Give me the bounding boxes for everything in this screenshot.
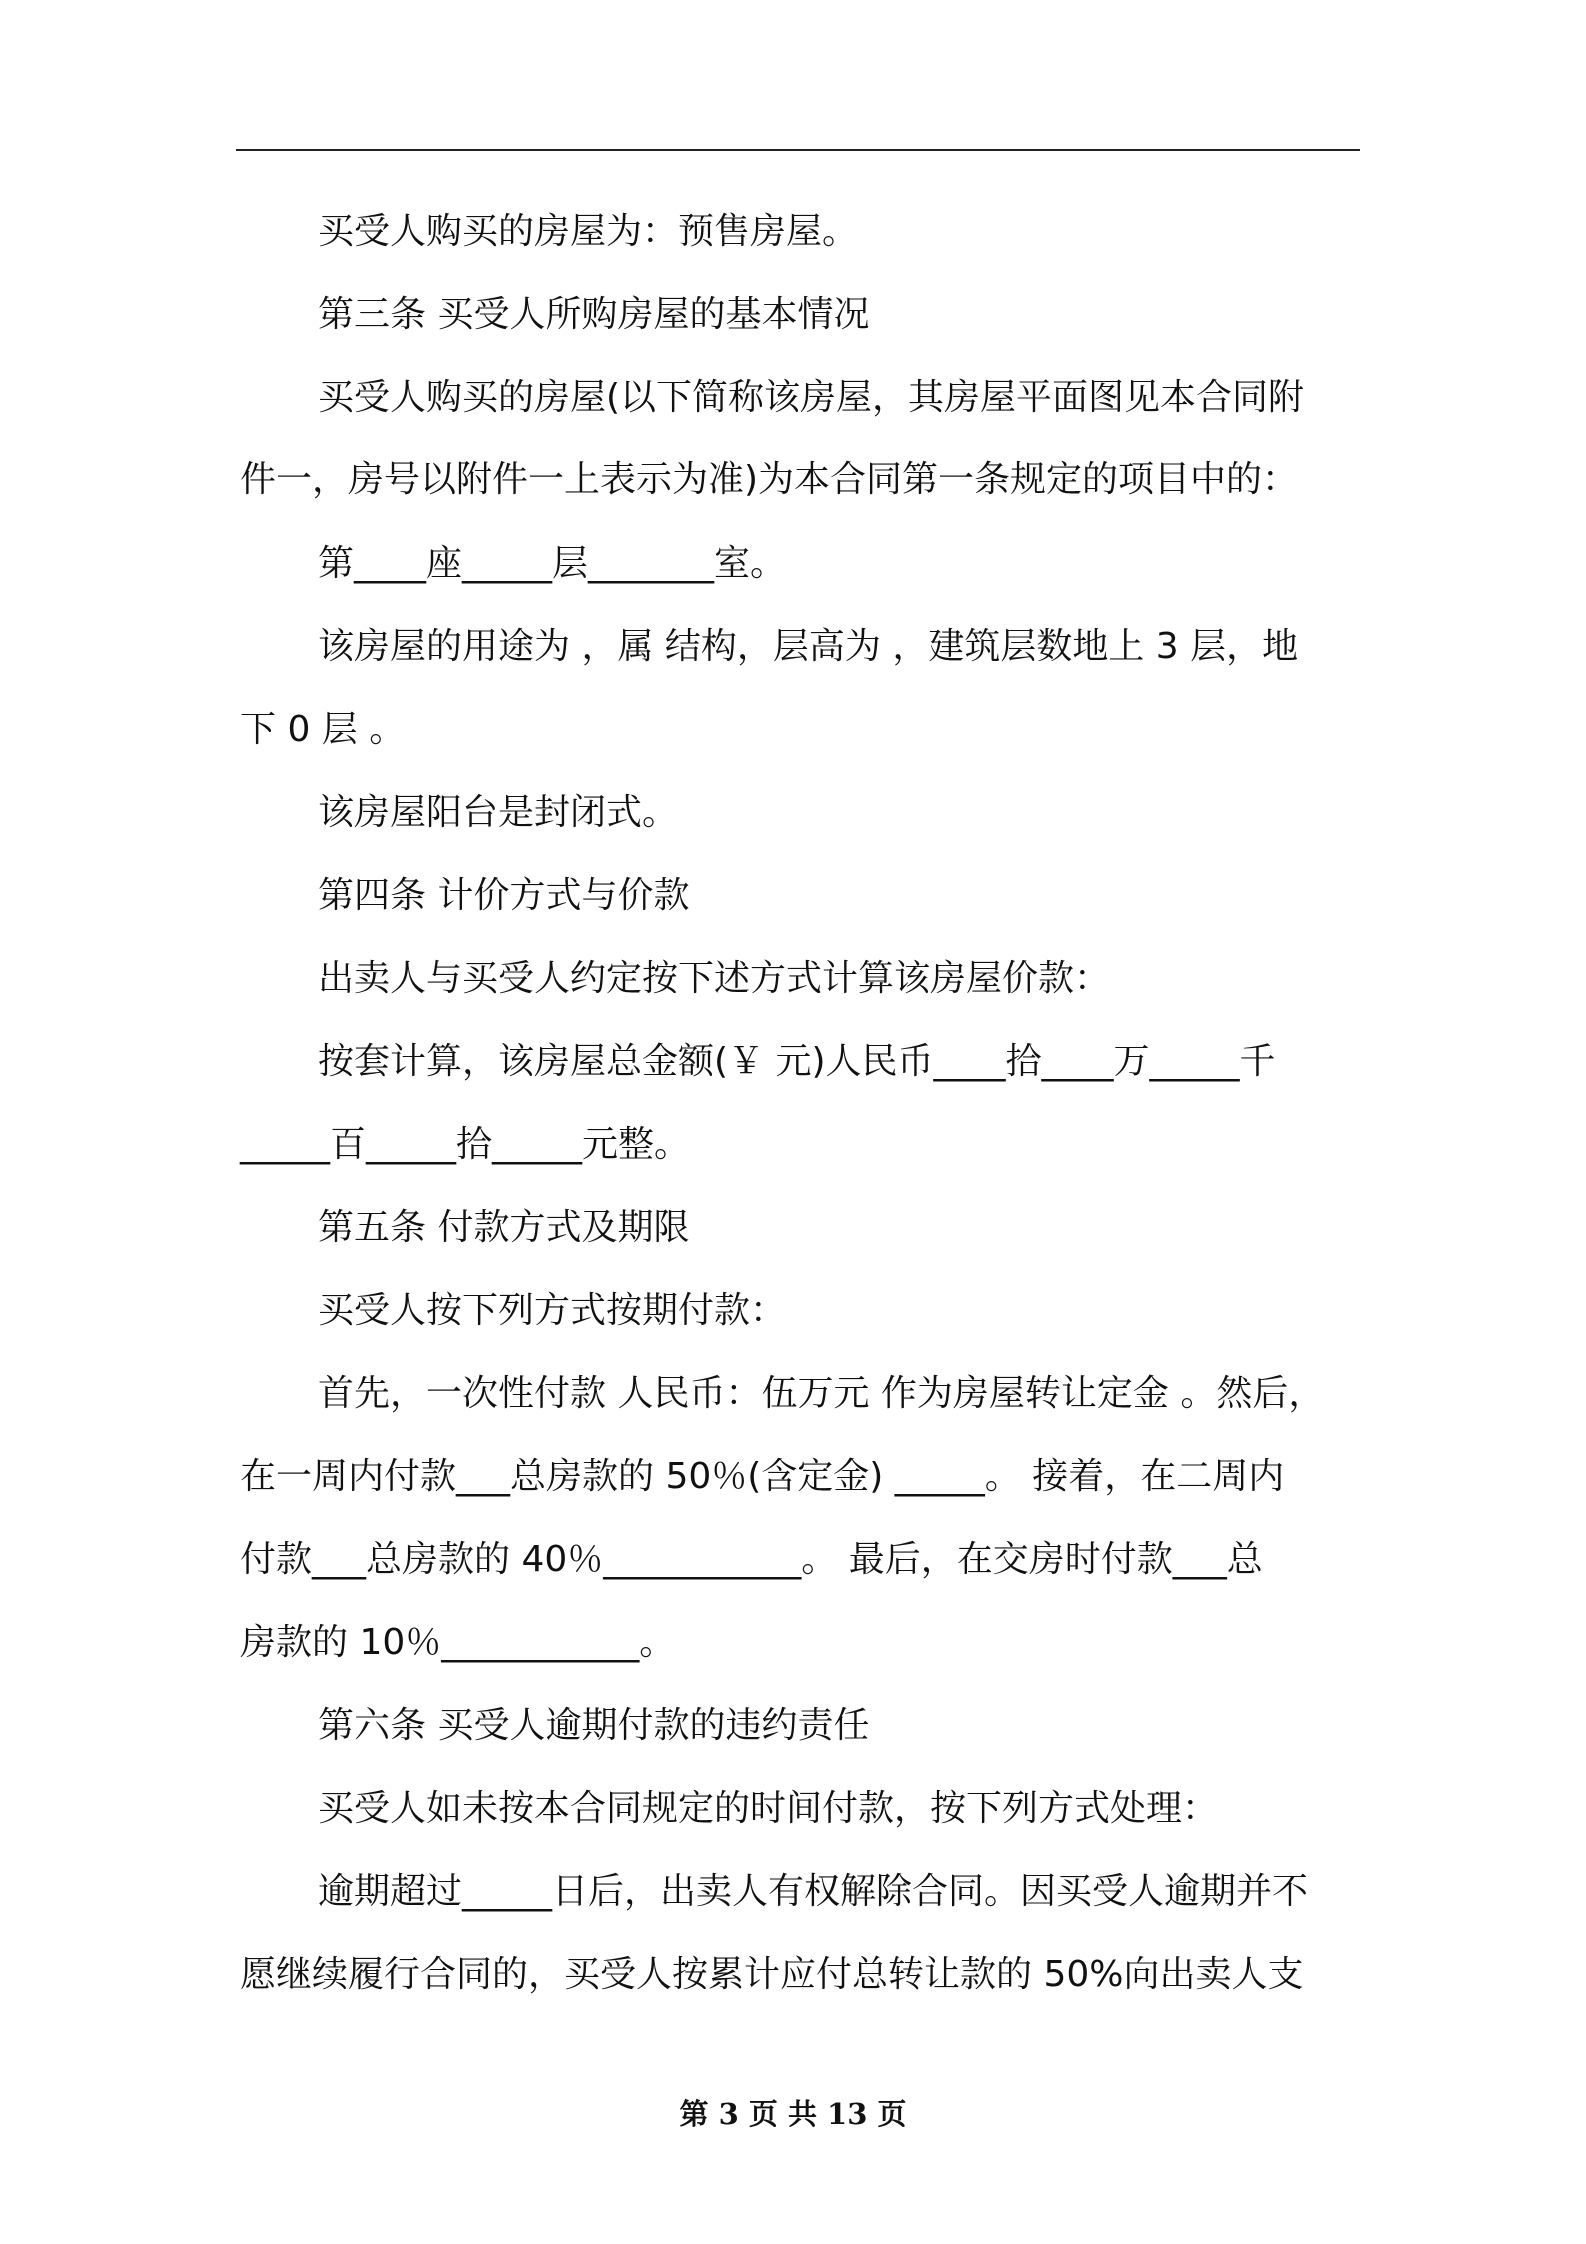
paragraph-line: 件一，房号以附件一上表示为准)为本合同第一条规定的项目中的：	[240, 459, 1299, 500]
paragraph-line: 逾期超过_____日后，出卖人有权解除合同。因买受人逾期并不	[318, 1871, 1309, 1912]
section-heading: 第四条 计价方式与价款	[318, 875, 690, 916]
section-heading: 第五条 付款方式及期限	[318, 1207, 690, 1248]
section-heading: 第三条 买受人所购房屋的基本情况	[318, 294, 870, 335]
paragraph-line: 买受人如未按本合同规定的时间付款，按下列方式处理：	[318, 1788, 1219, 1829]
paragraph-line: 买受人购买的房屋为：预售房屋。	[318, 211, 859, 252]
paragraph-line: 买受人购买的房屋(以下简称该房屋，其房屋平面图见本合同附	[318, 377, 1305, 418]
paragraph-line: 愿继续履行合同的，买受人按累计应付总转让款的 50%向出卖人支	[240, 1954, 1304, 1995]
paragraph-line: 房款的 10％___________。	[240, 1622, 676, 1663]
paragraph-line: 第____座_____层_______室。	[318, 543, 787, 584]
paragraph-line: 该房屋的用途为 ，属 结构，层高为 ，建筑层数地上 3 层，地	[318, 626, 1299, 667]
paragraph-line: 该房屋阳台是封闭式。	[318, 792, 679, 833]
paragraph-line: 下 0 层 。	[240, 709, 406, 750]
paragraph-line: 付款___总房款的 40％___________。 最后，在交房时付款___总	[240, 1539, 1263, 1580]
paragraph-line: _____百_____拾_____元整。	[240, 1124, 691, 1165]
paragraph-line: 首先，一次性付款 人民币：伍万元 作为房屋转让定金 。然后，	[318, 1373, 1325, 1414]
header-rule	[236, 149, 1360, 151]
paragraph-line: 按套计算，该房屋总金额(￥ 元)人民币____拾____万_____千	[318, 1041, 1276, 1082]
section-heading: 第六条 买受人逾期付款的违约责任	[318, 1705, 870, 1746]
paragraph-line: 出卖人与买受人约定按下述方式计算该房屋价款：	[318, 958, 1111, 999]
paragraph-line: 在一周内付款___总房款的 50％(含定金) _____。 接着，在二周内	[240, 1456, 1285, 1497]
page-number: 第 3 页 共 13 页	[679, 2097, 907, 2131]
paragraph-line: 买受人按下列方式按期付款：	[318, 1290, 787, 1331]
